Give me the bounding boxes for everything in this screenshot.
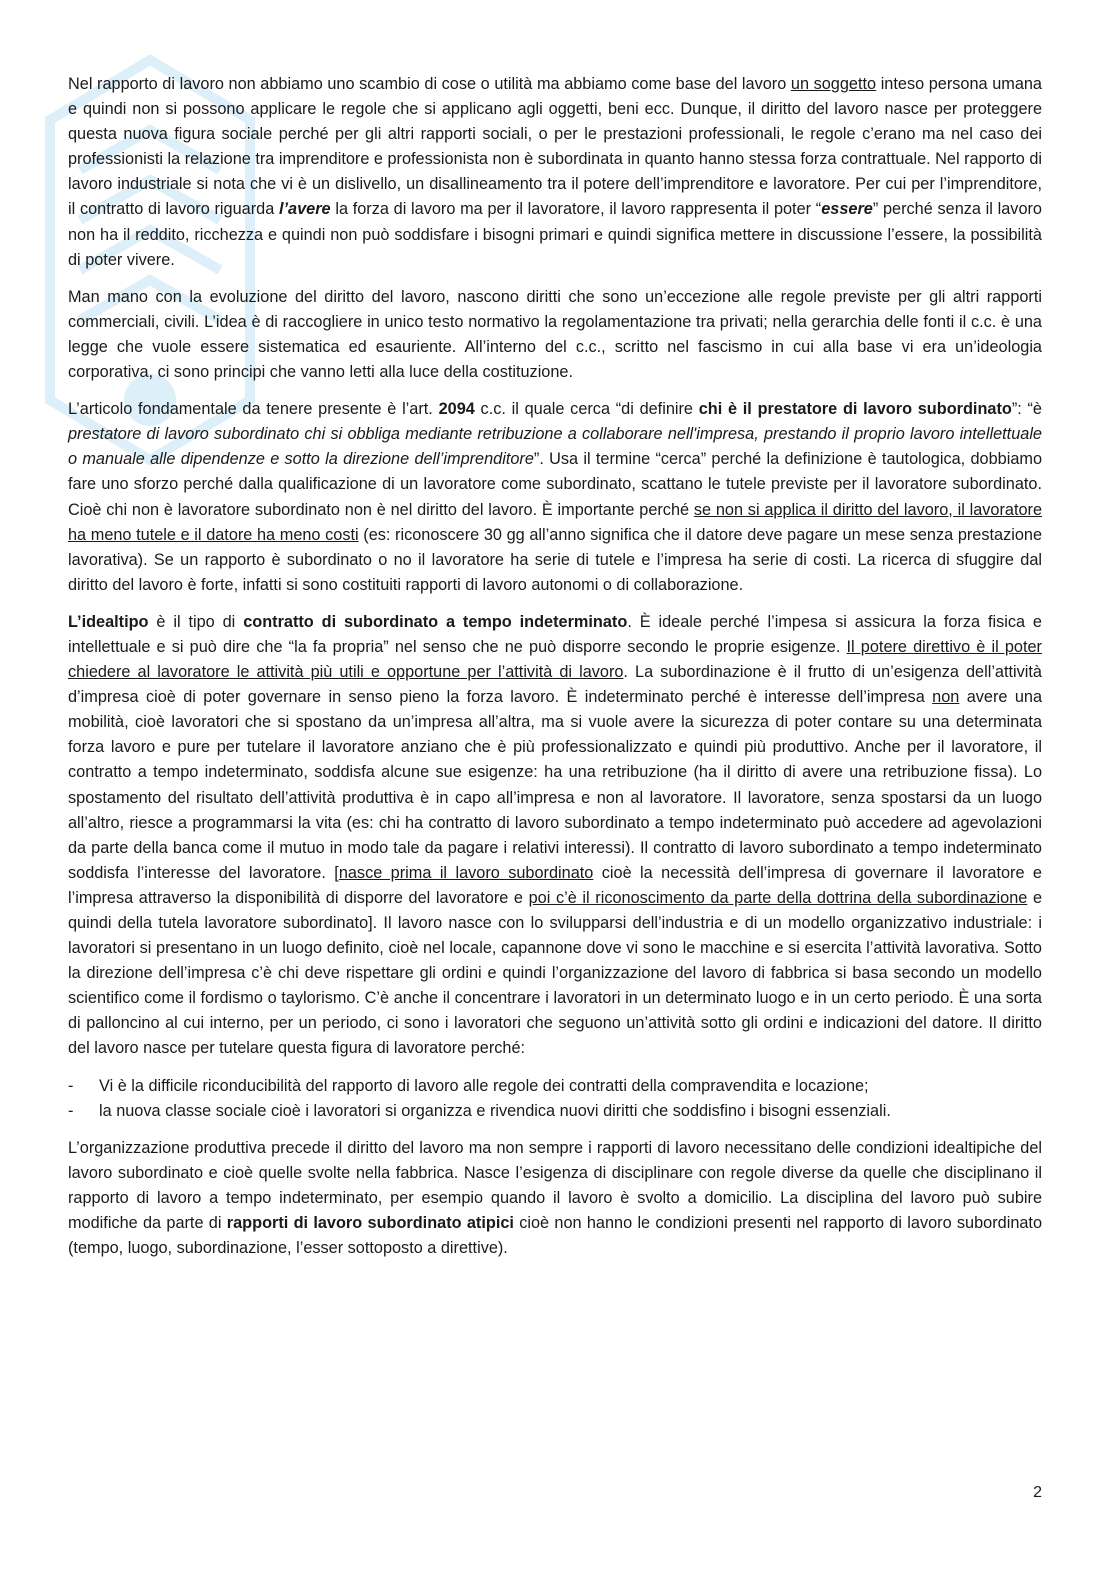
document-body: [68, 72, 1042, 1273]
list-item-text: Vi è la difficile riconducibilità del rapporto di lavoro alle regole dei contratti della compravendita e locazione;: [99, 1076, 869, 1095]
bold-text: chi è il prestatore di lavoro subordinato: [698, 400, 1012, 419]
paragraph: L’articolo fondamentale da tenere presente è l’art. 2094 c.c. il quale cerca “di definire chi è il prestatore di lavoro subordinato”: “è prestatore di lavoro subordinato chi si obbliga mediante retribuzione a collaborare nell'impresa, prestando il proprio lavoro intellettuale o manuale alle dipendenze e sotto la direzione dell’imprenditore”. Usa il termine “cerca” perché la definizione è tautologica, dobbiamo fare uno sforzo perché dalla qualificazione di un lavoratore come subordinato, scattano le tutele previste per il lavoratore subordinato. Cioè chi non è lavoratore subordinato non è nel diritto del lavoro. È importante perché se non si applica il diritto del lavoro, il lavoratore ha meno tutele e il datore ha meno costi (es: riconoscere 30 gg all’anno significa che il datore deve pagare un mese senza prestazione lavorativa). Se un rapporto è subordinato o no il lavoratore ha serie di tutele e l’impresa ha serie di costi. La ricerca di sfuggire dal diritto del lavoro è forte, infatti si sono costituiti rapporti di lavoro autonomi o di collaborazione.: [68, 400, 1043, 594]
list-marker: -: [68, 1101, 74, 1120]
paragraph: Man mano con la evoluzione del diritto del lavoro, nascono diritti che sono un’eccezione alle regole previste per gli altri rapporti commerciali, civili. L’idea è di raccogliere in unico testo normativo la regolamentazione tra privati; nella gerarchia delle fonti il c.c. è una legge che vuole essere sistematica ed esauriente. All’interno del c.c., scritto nel fascismo in cui alla base vi era un’ideologia corporativa, ci sono principi che vanno letti alla luce della costituzione.: [68, 287, 1042, 382]
underlined-text: poi c’è il riconoscimento da parte della dottrina della subordinazione: [528, 888, 1028, 907]
bold-text: contratto di subordinato a tempo indeterminato: [243, 612, 628, 631]
emphasis-text: essere: [821, 200, 873, 219]
list-marker: -: [68, 1076, 74, 1095]
bold-text: rapporti di lavoro subordinato atipici: [226, 1213, 514, 1232]
italic-text: prestatore di lavoro subordinato chi si obbliga mediante retribuzione a collaborare nell'impresa, prestando il proprio lavoro intellettuale o manuale alle dipendenze e sotto la direzione dell’imprenditore: [68, 425, 1042, 469]
bullet-list: [68, 1074, 1042, 1124]
closing-paragraph: L’organizzazione produttiva precede il diritto del lavoro ma non sempre i rapporti di lavoro necessitano delle condizioni idealtipiche del lavoro subordinato e cioè quelle svolte nella fabbrica. Nasce l’esigenza di disciplinare con regole diverse da quelle che disciplinano il rapporto di lavoro a tempo indeterminato, per esempio quando il lavoro è svolto a domicilio. La disciplina del lavoro può subire modifiche da parte di rapporti di lavoro subordinato atipici cioè non hanno le condizioni presenti nel rapporto di lavoro subordinato (tempo, luogo, subordinazione, l’esser sottoposto a direttive).: [68, 1138, 1043, 1257]
emphasis-text: l’avere: [278, 200, 331, 219]
page-number: 2: [1033, 1484, 1042, 1501]
underlined-text: un soggetto: [790, 75, 877, 93]
bold-text: 2094: [438, 400, 475, 419]
paragraph: L’idealtipo è il tipo di contratto di subordinato a tempo indeterminato. È ideale perché l’impesa si assicura la forza fisica e intellettuale e si può dire che “la fa propria” nel senso che ne può disporre secondo le proprie esigenze. Il potere direttivo è il poter chiedere al lavoratore le attività più utili e opportune per l’attività di lavoro. La subordinazione è il frutto di un’esigenza dell’attività d’impresa cioè di poter governare in senso pieno la forza lavoro. È indeterminato perché è interesse dell’impresa non avere una mobilità, cioè lavoratori che si spostano da un’impresa all’altra, ma si vuole avere la sicurezza di poter contare su una determinata forza lavoro e pure per tutelare il lavoratore anziano che è più professionalizzato e quindi più produttivo. Anche per il lavoratore, il contratto a tempo indeterminato, soddisfa alcune sue esigenze: ha una retribuzione (ha il diritto di avere una retribuzione fissa). Lo spostamento del risultato dell’attività produttiva è in capo all’impresa e non al lavoratore. Il lavoratore, senza spostarsi da un luogo all’altro, riesce a programmarsi la vita (es: chi ha contratto di lavoro subordinato a tempo indeterminato può accedere ad agevolazioni da parte della banca come il mutuo in modo tale da pagare i relativi interessi). Il contratto di lavoro subordinato a tempo indeterminato soddisfa l’interesse del lavoratore. [nasce prima il lavoro subordinato cioè la necessità dell’impresa di governare il lavoratore e l’impresa attraverso la disponibilità di disporre del lavoratore e poi c’è il riconoscimento da parte della dottrina della subordinazione e quindi della tutela lavoratore subordinato]. Il lavoro nasce con lo svilupparsi dell’industria e di un modello organizzativo industriale: i lavoratori si presentano in un luogo definito, cioè nel locale, capannone dove vi sono le macchine e si esercita l’attività lavorativa. Sotto la direzione dell’impresa c’è chi deve rispettare gli ordini e quindi l’organizzazione del lavoro di fabbrica si basa secondo un modello scientifico come il fordismo o taylorismo. C’è anche il concentrare i lavoratori in un determinato luogo e in un certo periodo. È una sorta di palloncino al cui interno, per un periodo, ci sono i lavoratori che seguono un’attività sotto gli ordini e indicazioni del datore. Il diritto del lavoro nasce per tutelare questa figura di lavoratore perché:: [68, 612, 1043, 1058]
bold-text: L’idealtipo: [68, 612, 149, 631]
underlined-text: non: [932, 688, 960, 707]
underlined-text: Il potere direttivo è il poter chiedere al lavoratore le attività più utili e opportune per l’attività di lavoro: [68, 637, 1042, 682]
list-item: [68, 1074, 1042, 1099]
list-item-text: la nuova classe sociale cioè i lavoratori si organizza e rivendica nuovi diritti che soddisfino i bisogni essenziali.: [99, 1101, 891, 1120]
list-item: [68, 1099, 1042, 1124]
underlined-text: nasce prima il lavoro subordinato: [338, 863, 594, 882]
paragraph: Nel rapporto di lavoro non abbiamo uno scambio di cose o utilità ma abbiamo come base del lavoro un soggetto inteso persona umana e quindi non si possono applicare le regole che si applicano agli oggetti, beni ecc. Dunque, il diritto del lavoro nasce per proteggere questa nuova figura sociale perché per gli altri rapporti sociali, o per le prestazioni professionali, le regole c’erano ma nel caso dei professionisti la relazione tra imprenditore e professionista non è subordinata in quanto hanno stessa forza contrattuale. Nel rapporto di lavoro industriale si nota che vi è un dislivello, un disallineamento tra il potere dell’imprenditore e lavoratore. Per cui per l’imprenditore, il contratto di lavoro riguarda l’avere la forza di lavoro ma per il lavoratore, il lavoro rappresenta il poter “essere” perché senza il lavoro non ha il reddito, ricchezza e quindi non può soddisfare i bisogni primari e quindi significa mettere in discussione l’essere, la possibilità di poter vivere.: [68, 75, 1042, 269]
underlined-text: se non si applica il diritto del lavoro, il lavoratore ha meno tutele e il datore ha meno costi: [68, 500, 1043, 544]
